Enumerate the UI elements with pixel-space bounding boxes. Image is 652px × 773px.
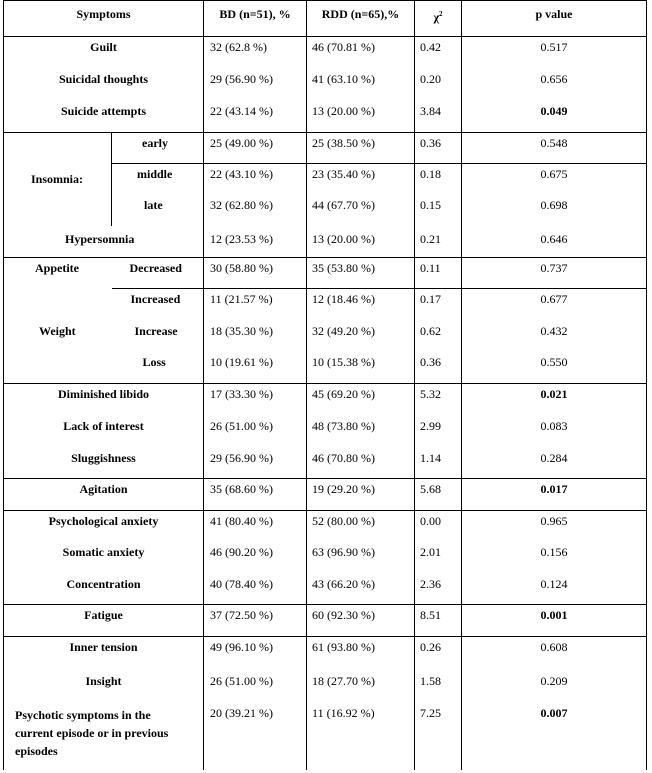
row-label: Suicidal thoughts: [4, 69, 204, 101]
chi-value: 0.18: [415, 164, 462, 195]
p-value: 0.965: [462, 511, 647, 542]
row-label: Insight: [4, 668, 204, 700]
chi-value: 0.00: [415, 511, 462, 542]
rdd-value: 52 (80.00 %): [307, 511, 415, 542]
rdd-value: 11 (16.92 %): [307, 700, 415, 770]
chi-value: 0.26: [415, 637, 462, 668]
table-row: [4, 69, 647, 101]
chi-value: 1.14: [415, 448, 462, 479]
chi-value: 0.62: [415, 321, 462, 352]
row-sublabel: early: [112, 133, 204, 164]
bd-value: 20 (39.21 %): [204, 700, 307, 770]
table-row: [4, 321, 647, 352]
table-row: [4, 479, 647, 511]
chi-value: 1.58: [415, 668, 462, 700]
rdd-value: 43 (66.20 %): [307, 574, 415, 605]
row-label: Lack of interest: [4, 416, 204, 448]
chi-value: 5.68: [415, 479, 462, 511]
rdd-value: 63 (96.90 %): [307, 542, 415, 574]
row-label: Sluggishness: [4, 448, 204, 479]
row-label: Fatigue: [4, 605, 204, 637]
rdd-value: 10 (15.38 %): [307, 352, 415, 384]
rdd-value: 13 (20.00 %): [307, 101, 415, 133]
bd-value: 46 (90.20 %): [204, 542, 307, 574]
rdd-value: 41 (63.10 %): [307, 69, 415, 101]
row-sublabel: middle: [112, 164, 204, 195]
p-value: 0.646: [462, 226, 647, 258]
rdd-value: 61 (93.80 %): [307, 637, 415, 668]
chi-value: 7.25: [415, 700, 462, 770]
bd-value: 12 (23.53 %): [204, 226, 307, 258]
blank-cell: [4, 289, 112, 321]
bd-value: 22 (43.10 %): [204, 164, 307, 195]
bd-value: 29 (56.90 %): [204, 448, 307, 479]
header-symptoms: Symptoms: [4, 1, 204, 37]
chi-value: 0.42: [415, 37, 462, 69]
p-value: 0.017: [462, 479, 647, 511]
rdd-value: 19 (29.20 %): [307, 479, 415, 511]
header-p-value: p value: [462, 1, 647, 37]
header-row: [4, 1, 647, 37]
bd-value: 10 (19.61 %): [204, 352, 307, 384]
row-sublabel: late: [112, 195, 204, 226]
bd-value: 35 (68.60 %): [204, 479, 307, 511]
table-row: [4, 574, 647, 605]
row-sublabel: Increased: [112, 289, 204, 321]
bd-value: 11 (21.57 %): [204, 289, 307, 321]
chi-value: 0.15: [415, 195, 462, 226]
bd-value: 40 (78.40 %): [204, 574, 307, 605]
chi-value: 5.32: [415, 384, 462, 416]
table-row: [4, 352, 647, 384]
bd-value: 49 (96.10 %): [204, 637, 307, 668]
chi-value: 2.99: [415, 416, 462, 448]
p-value: 0.156: [462, 542, 647, 574]
table-row: [4, 258, 647, 289]
row-sublabel: Decreased: [112, 258, 204, 289]
p-value: 0.677: [462, 289, 647, 321]
p-value: 0.608: [462, 637, 647, 668]
rdd-value: 32 (49.20 %): [307, 321, 415, 352]
header-rdd: RDD (n=65),%: [307, 1, 415, 37]
bd-value: 41 (80.40 %): [204, 511, 307, 542]
bd-value: 29 (56.90 %): [204, 69, 307, 101]
p-value: 0.675: [462, 164, 647, 195]
header-chi-square: [415, 1, 462, 37]
weight-group-label: Weight: [4, 321, 112, 352]
chi-value: 8.51: [415, 605, 462, 637]
chi-value: 2.36: [415, 574, 462, 605]
rdd-value: 45 (69.20 %): [307, 384, 415, 416]
insomnia-group-label: Insomnia:: [4, 133, 112, 226]
bd-value: 22 (43.14 %): [204, 101, 307, 133]
p-value: 0.656: [462, 69, 647, 101]
p-value: 0.021: [462, 384, 647, 416]
bd-value: 25 (49.00 %): [204, 133, 307, 164]
p-value: 0.698: [462, 195, 647, 226]
table-row: [4, 133, 647, 164]
p-value: 0.550: [462, 352, 647, 384]
chi-value: 0.20: [415, 69, 462, 101]
blank-cell: [4, 352, 112, 384]
row-label: Guilt: [4, 37, 204, 69]
rdd-value: 46 (70.81 %): [307, 37, 415, 69]
bd-value: 26 (51.00 %): [204, 416, 307, 448]
rdd-value: 46 (70.80 %): [307, 448, 415, 479]
bd-value: 30 (58.80 %): [204, 258, 307, 289]
p-value: 0.517: [462, 37, 647, 69]
chi-value: 0.17: [415, 289, 462, 321]
chi-value: 2.01: [415, 542, 462, 574]
bd-value: 37 (72.50 %): [204, 605, 307, 637]
row-sublabel: Loss: [112, 352, 204, 384]
row-label: Agitation: [4, 479, 204, 511]
table-row: [4, 637, 647, 668]
row-label: Inner tension: [4, 637, 204, 668]
bd-value: 32 (62.8 %): [204, 37, 307, 69]
row-label: Somatic anxiety: [4, 542, 204, 574]
table-row: [4, 101, 647, 133]
p-value: 0.209: [462, 668, 647, 700]
table-row: [4, 384, 647, 416]
p-value: 0.284: [462, 448, 647, 479]
rdd-value: 48 (73.80 %): [307, 416, 415, 448]
p-value: 0.007: [462, 700, 647, 770]
chi-value: 0.11: [415, 258, 462, 289]
chi-value: 0.36: [415, 133, 462, 164]
rdd-value: 60 (92.30 %): [307, 605, 415, 637]
rdd-value: 18 (27.70 %): [307, 668, 415, 700]
rdd-value: 25 (38.50 %): [307, 133, 415, 164]
appetite-group-label: Appetite: [4, 258, 112, 289]
table-row: [4, 700, 647, 770]
rdd-value: 23 (35.40 %): [307, 164, 415, 195]
table-row: [4, 416, 647, 448]
bd-value: 32 (62.80 %): [204, 195, 307, 226]
row-label: Hypersomnia: [4, 226, 204, 258]
table-row: [4, 511, 647, 542]
chi-value: 0.36: [415, 352, 462, 384]
row-label: Concentration: [4, 574, 204, 605]
table-row: [4, 605, 647, 637]
table-row: [4, 542, 647, 574]
rdd-value: 44 (67.70 %): [307, 195, 415, 226]
p-value: 0.083: [462, 416, 647, 448]
row-label: Psychological anxiety: [4, 511, 204, 542]
row-sublabel: Increase: [112, 321, 204, 352]
table-row: [4, 448, 647, 479]
chi-superscript: 2: [439, 10, 443, 18]
table-row: [4, 668, 647, 700]
row-label: Diminished libido: [4, 384, 204, 416]
bd-value: 17 (33.30 %): [204, 384, 307, 416]
p-value: 0.049: [462, 101, 647, 133]
row-label: Suicide attempts: [4, 101, 204, 133]
p-value: 0.001: [462, 605, 647, 637]
chi-symbol: χ: [433, 10, 440, 24]
table-row: [4, 226, 647, 258]
p-value: 0.737: [462, 258, 647, 289]
chi-value: 0.21: [415, 226, 462, 258]
table-row: [4, 289, 647, 321]
rdd-value: 13 (20.00 %): [307, 226, 415, 258]
rdd-value: 12 (18.46 %): [307, 289, 415, 321]
bd-value: 26 (51.00 %): [204, 668, 307, 700]
p-value: 0.124: [462, 574, 647, 605]
row-label: Psychotic symptoms in the current episode or in previous episodes: [4, 700, 204, 770]
rdd-value: 35 (53.80 %): [307, 258, 415, 289]
header-bd: BD (n=51), %: [204, 1, 307, 37]
symptoms-table: [3, 0, 647, 770]
p-value: 0.548: [462, 133, 647, 164]
p-value: 0.432: [462, 321, 647, 352]
chi-value: 3.84: [415, 101, 462, 133]
table-row: [4, 37, 647, 69]
bd-value: 18 (35.30 %): [204, 321, 307, 352]
